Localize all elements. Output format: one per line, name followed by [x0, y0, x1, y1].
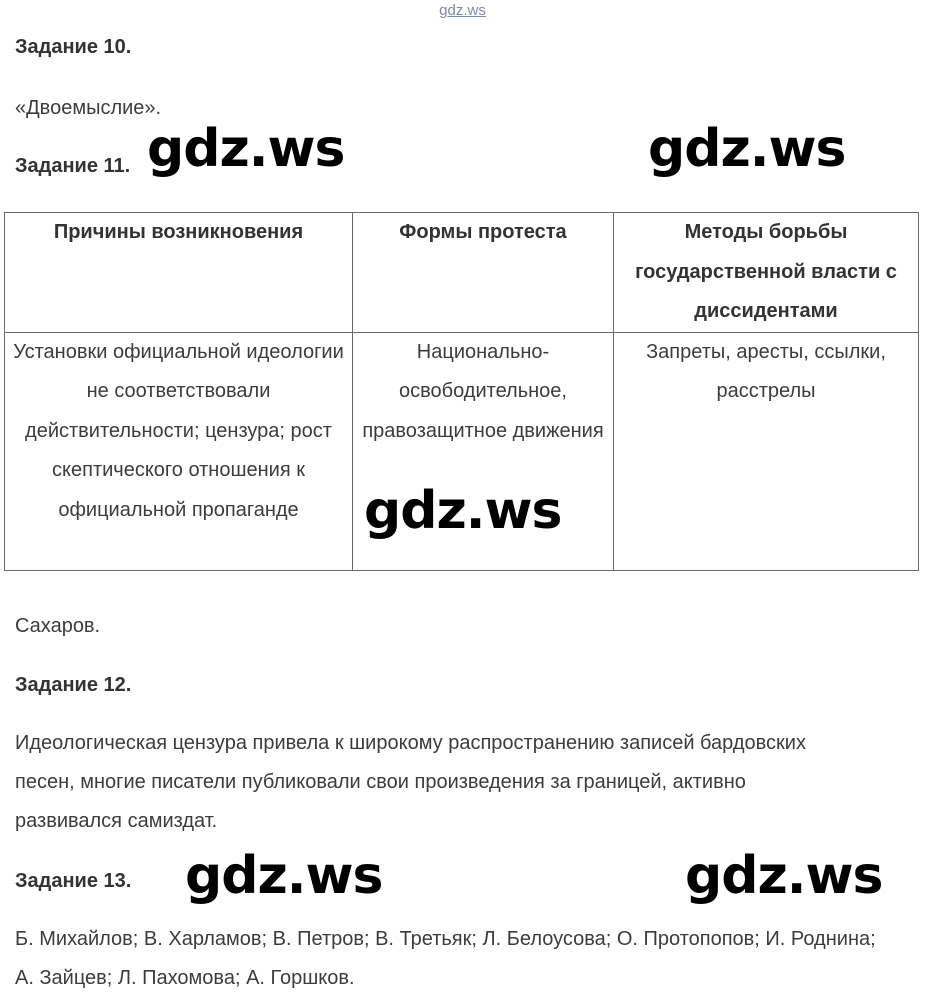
task-11-heading: Задание 11. — [15, 155, 131, 177]
table-header-cell: Причины возникновения — [5, 213, 353, 333]
watermark-top: gdz.ws — [439, 2, 486, 19]
table-header-cell: Методы борьбы государственной власти с диссидентами — [614, 213, 919, 333]
watermark-logo: gdz.ws — [685, 846, 883, 906]
table-header-cell: Формы протеста — [353, 213, 614, 333]
task-12-answer: Идеологическая цензура привела к широкому распространению записей бардовских песен, многие писатели публиковали свои произведения за границей, активно развивался самиздат. — [15, 732, 806, 832]
table-cell: Запреты, аресты, ссылки, расстрелы — [614, 332, 919, 570]
task-10-heading: Задание 10. — [15, 36, 132, 58]
watermark-logo: gdz.ws — [364, 481, 562, 541]
task-12-heading: Задание 12. — [15, 674, 132, 696]
table-cell: Установки официальной идеологии не соответствовали действительности; цензура; рост скептического отношения к официальной пропаганде — [5, 332, 353, 570]
watermark-logo: gdz.ws — [147, 119, 345, 179]
table-header-row — [5, 213, 919, 333]
watermark-logo: gdz.ws — [648, 119, 846, 179]
task-13-heading: Задание 13. — [15, 870, 132, 892]
task-13-answer: Б. Михайлов; В. Харламов; В. Петров; В. Третьяк; Л. Белоусова; О. Протопопов; И. Роднина; А. Зайцев; Л. Пахомова; А. Горшков. — [15, 928, 876, 989]
task-11-answer: Сахаров. — [15, 615, 101, 637]
task-10-answer: «Двоемыслие». — [15, 97, 162, 119]
watermark-logo: gdz.ws — [185, 846, 383, 906]
table-cell: Национально-освободительное, правозащитное движения — [353, 332, 614, 570]
